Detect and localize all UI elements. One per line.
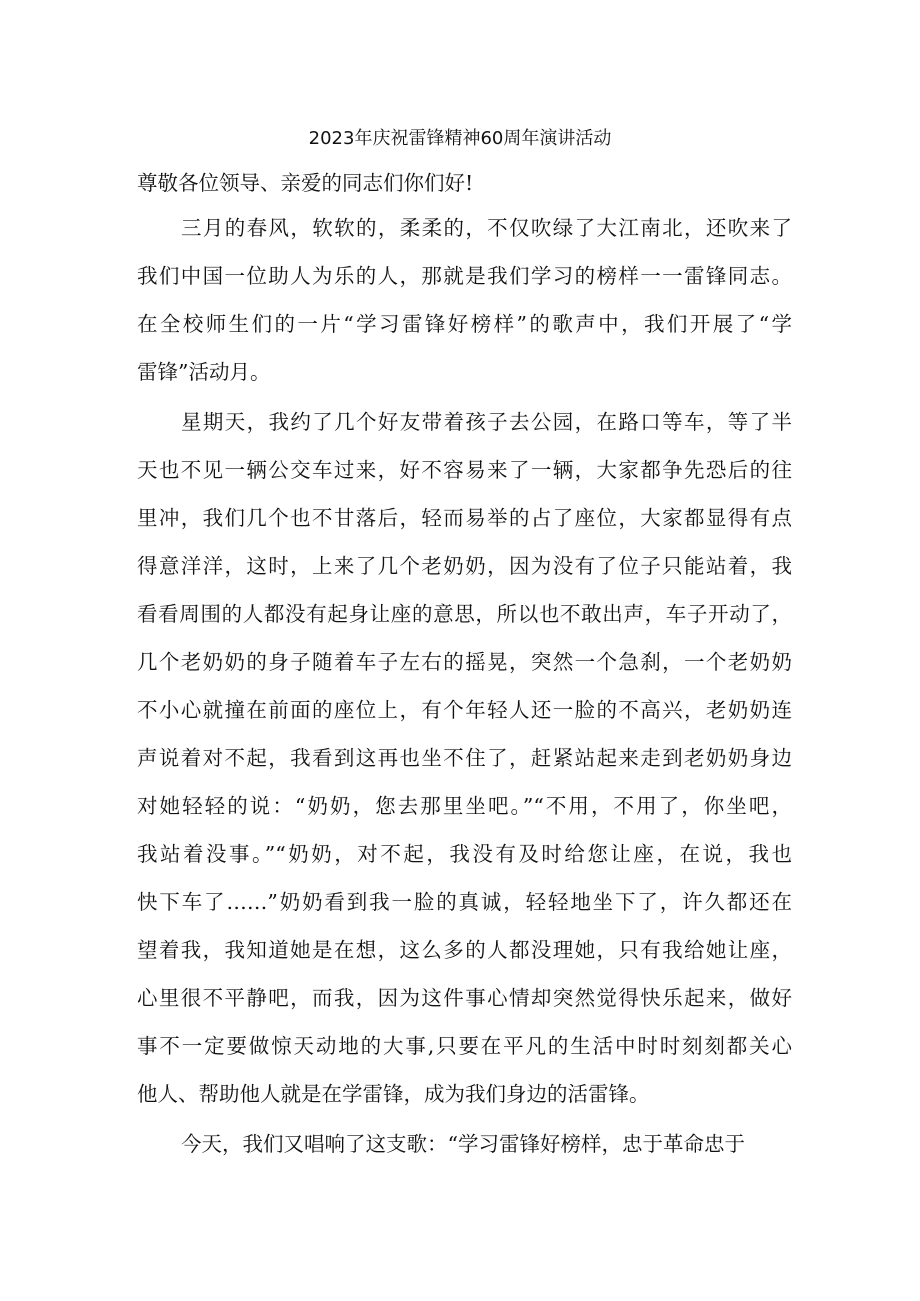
text-line: 得意洋洋，这时，上来了几个老奶奶，因为没有了位子只能站着，我 xyxy=(137,554,792,578)
text-line: 几个老奶奶的身子随着车子左右的摇晃，突然一个急刹，一个老奶奶 xyxy=(137,650,792,674)
text-line: 我们中国一位助人为乐的人，那就是我们学习的榜样一一雷锋同志。 xyxy=(137,264,792,288)
text-line: 天也不见一辆公交车过来，好不容易来了一辆，大家都争先恐后的往 xyxy=(137,458,792,482)
paragraph-1 xyxy=(137,204,792,396)
text-line: 声说着对不起，我看到这再也坐不住了，赶紧站起来走到老奶奶身边 xyxy=(137,746,792,770)
paragraph-2 xyxy=(137,398,792,1118)
greeting-line: 尊敬各位领导、亲爱的同志们你们好! xyxy=(137,171,474,195)
text-line: 快下车了……”奶奶看到我一脸的真诚，轻轻地坐下了，许久都还在 xyxy=(137,890,792,914)
text-line: 三月的春风，软软的，柔柔的，不仅吹绿了大江南北，还吹来了 xyxy=(181,216,792,240)
text-line: 心里很不平静吧，而我，因为这件事心情却突然觉得快乐起来，做好 xyxy=(137,986,792,1010)
text-line: 今天，我们又唱响了这支歌：“学习雷锋好榜样，忠于革命忠于 xyxy=(181,1132,745,1156)
text-line: 在全校师生们的一片“学习雷锋好榜样”的歌声中，我们开展了“学 xyxy=(137,312,792,336)
text-line: 星期天，我约了几个好友带着孩子去公园，在路口等车，等了半 xyxy=(181,410,792,434)
text-line: 雷锋”活动月。 xyxy=(137,360,271,384)
text-line: 里冲，我们几个也不甘落后，轻而易举的占了座位，大家都显得有点 xyxy=(137,506,792,530)
text-line: 望着我，我知道她是在想，这么多的人都没理她，只有我给她让座， xyxy=(137,938,792,962)
text-line: 他人、帮助他人就是在学雷锋，成为我们身边的活雷锋。 xyxy=(137,1082,650,1106)
text-line: 看看周围的人都没有起身让座的意思，所以也不敢出声，车子开动了， xyxy=(137,602,792,626)
text-line: 我站着没事。”“奶奶，对不起，我没有及时给您让座，在说，我也 xyxy=(137,842,792,866)
text-line: 不小心就撞在前面的座位上，有个年轻人还一脸的不高兴，老奶奶连 xyxy=(137,698,792,722)
text-line: 事不一定要做惊天动地的大事,只要在平凡的生活中时时刻刻都关心 xyxy=(137,1034,792,1058)
paragraph-3 xyxy=(137,1120,792,1168)
text-line: 对她轻轻的说：“奶奶，您去那里坐吧。”“不用，不用了，你坐吧， xyxy=(137,794,792,818)
document-title: 2023年庆祝雷锋精神60周年演讲活动 xyxy=(308,128,612,149)
